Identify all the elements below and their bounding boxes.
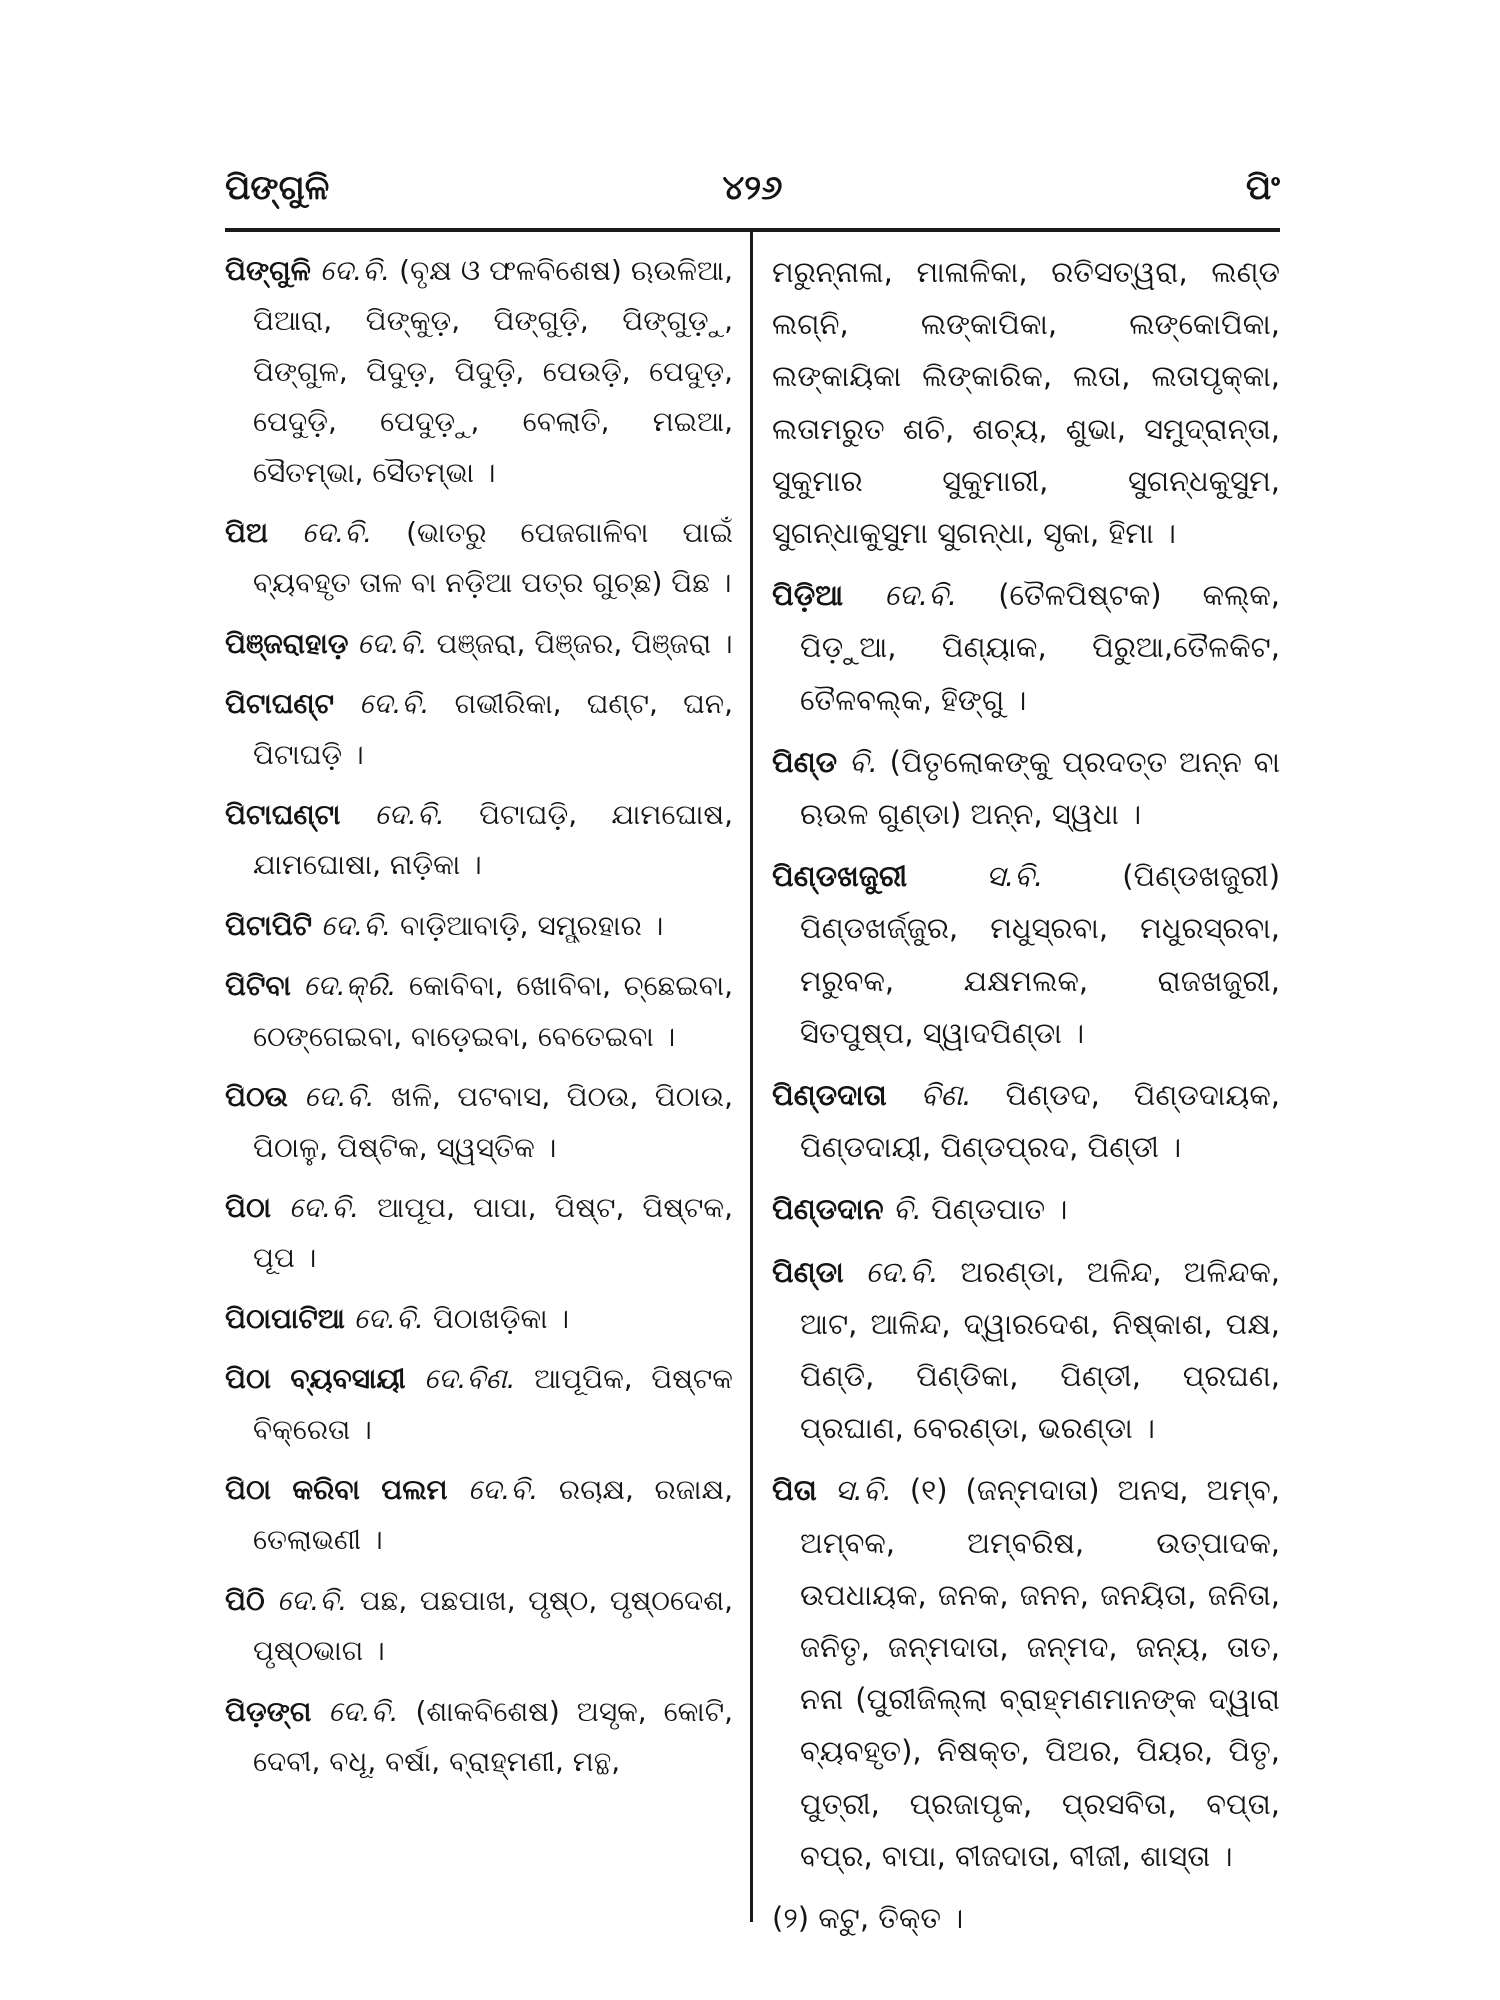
entry-definition: ମରୁନ୍ନାଳା, ମାଳାଳିକା, ରତିସତ୍ୱରା, ଲଣ୍ଡ ଲଗ୍ନି, ଲଙ୍କାପିକା, ଲଙ୍କୋପିକା, ଲଙ୍କାୟିକା ଲିଙ୍କାରିକ, ଲତା, ଲତାପୃକ୍କା, ଲତାମରୁତ ଶଚି, ଶଚ୍ୟ, ଶୁଭା, ସମୁଦ୍ରାନ୍ତା, ସୁକୁମାର ସୁକୁମାରୀ, ସୁଗନ୍ଧକୁସୁମ, ସୁଗନ୍ଧାକୁସୁମା ସୁଗନ୍ଧା, ସୃକା, ହିମା ।: [772, 255, 1280, 551]
entry-definition: (ପିତୃଲୋକଙ୍କୁ ପ୍ରଦତ୍ତ ଅନ୍ନ ବା ଋଉଳ ଗୁଣ୍ଡା) ଅନ୍ନ, ସ୍ୱଧା ।: [800, 744, 1280, 832]
entry-part-of-speech: ବି.: [848, 744, 878, 779]
entry-headword: ପିଡ଼ିଆ: [772, 578, 844, 613]
dictionary-entry: [772, 1892, 1280, 1944]
page-number: ୪୨୬: [722, 168, 783, 208]
dictionary-entry: [225, 1072, 733, 1173]
dictionary-entry: [225, 1183, 733, 1284]
entry-part-of-speech: ଦେ.ବି.: [374, 798, 445, 832]
entry-definition: ପିଠାଖଡ଼ିକା ।: [432, 1301, 570, 1335]
dictionary-entry: [225, 619, 733, 669]
entry-part-of-speech: ଦେ.ବି.: [357, 626, 428, 660]
dictionary-entry: [772, 569, 1280, 726]
entry-headword: ପିଠାପାଟିଆ: [225, 1301, 345, 1335]
entry-definition: ଆପୂପ, ପାପା, ପିଷ୍ଟ, ପିଷ୍ଟକ, ପୂପ ।: [253, 1190, 734, 1275]
entry-part-of-speech: ଦେ.ବିଣ.: [424, 1362, 516, 1396]
entry-definition: (ଶାକବିଶେଷ) ଅସୃକ, କୋଟି, ଦେବୀ, ବଧୂ, ବର୍ଷା, ବ୍ରାହ୍ମଣୀ, ମନ୍ଥ,: [253, 1694, 733, 1778]
entry-headword: ପିଠଉ: [225, 1080, 288, 1114]
entry-definition: (ଭାତରୁ ପେଜଗାଳିବା ପାଇଁ ବ୍ୟବହୃତ ତାଳ ବା ନଡ଼ିଆ ପତ୍ର ଗୁଚ୍ଛ) ପିଛ ।: [253, 516, 733, 600]
entry-definition: (ବୃକ୍ଷ ଓ ଫଳବିଶେଷ) ଋଉଳିଆ, ପିଆରା, ପିଙ୍କୁଡ଼, ପିଙ୍ଗୁଡ଼ି, ପିଙ୍ଗୁଡ଼ୁ, ପିଙ୍ଗୁଳ, ପିଦୁଡ଼, ପିଦୁଡ଼ି, ପେଉଡ଼ି, ପେଦୁଡ଼, ପେଦୁଡ଼ି, ପେଦୁଡ଼ୁ, ବେଲାତି, ମଇଆ, ସୈତମ୍ଭା, ସୈତମ୍ଭା ।: [253, 254, 733, 489]
dictionary-entry: [225, 679, 733, 780]
dictionary-entry: [225, 1354, 733, 1455]
entry-definition: ଆପୂପିକ, ପିଷ୍ଟକ ବିକ୍ରେତା ।: [253, 1362, 733, 1446]
entry-part-of-speech: ଦେ.କ୍ରି.: [303, 969, 397, 1003]
entry-definition: ବାଡ଼ିଆବାଡ଼ି, ସମ୍ପ୍ରହାର ।: [400, 908, 664, 942]
entry-definition: (୨) କଟୁ, ତିକ୍ତ ।: [772, 1901, 964, 1936]
entry-headword: ପିଟିବା: [225, 969, 291, 1003]
dictionary-entry: [772, 246, 1280, 559]
entry-headword: ପିଣ୍ଡା: [772, 1254, 844, 1289]
dictionary-entry: [225, 508, 733, 609]
entry-headword: ପିଣ୍ଡଖଜୁରୀ: [772, 859, 908, 894]
entry-headword: ପିଙ୍ଗୁଳି: [225, 254, 311, 287]
entry-headword: ପିଣ୍ଡ: [772, 744, 838, 779]
dictionary-entry: [225, 246, 733, 498]
entry-headword: ପିଣ୍ଡଦାନ: [772, 1192, 884, 1227]
entry-part-of-speech: ଦେ.ବି.: [321, 908, 392, 942]
dictionary-entry: [225, 1294, 733, 1344]
dictionary-entry: [225, 961, 733, 1062]
dictionary-entry: [772, 736, 1280, 840]
dictionary-entry: [225, 1576, 733, 1677]
entry-part-of-speech: ଦେ.ବି.: [468, 1472, 539, 1506]
entry-part-of-speech: ବି.: [892, 1192, 922, 1227]
entry-definition: ପଛ, ପଛପାଖ, ପୃଷ୍ଠ, ପୃଷ୍ଠଦେଶ, ପୃଷ୍ଠଭାଗ ।: [253, 1583, 734, 1668]
entry-definition: ଖଳି, ପଟବାସ, ପିଠଉ, ପିଠାଉ, ପିଠାଳୁ, ପିଷ୍ଟିକ, ସ୍ୱସ୍ତିକ ।: [253, 1080, 733, 1164]
entry-headword: ପିଡ଼ଙ୍ଗ: [225, 1694, 312, 1728]
entry-headword: ପିଠା: [225, 1190, 272, 1224]
entry-definition: (ତୈଳପିଷ୍ଟକ) କଲ୍କ, ପିଡ଼ୁଆ, ପିଣ୍ୟାକ, ପିରୁଆ,ତୈଳକିଟ, ତୈଳବଲ୍କ, ହିଙ୍ଗୁ ।: [800, 578, 1280, 717]
dictionary-entry: [225, 1465, 733, 1566]
entry-part-of-speech: ଦେ.ବି.: [288, 1190, 360, 1224]
entry-headword: ପିଟାଘଣ୍ଟ: [225, 687, 335, 721]
entry-part-of-speech: ଦେ.ବି.: [301, 516, 373, 550]
dictionary-entry: [772, 1069, 1280, 1173]
entry-part-of-speech: ଦେ.ବି.: [304, 1080, 375, 1114]
left-column: [225, 246, 733, 1797]
entry-part-of-speech: ସ.ବି.: [986, 859, 1044, 894]
column-divider: [750, 232, 753, 1922]
entry-definition: ପିଟାଘଡ଼ି, ଯାମଘୋଷ, ଯାମଘୋଷା, ନାଡ଼ିକା ।: [253, 798, 733, 882]
right-column: [772, 246, 1280, 1954]
entry-part-of-speech: ସ.ବି.: [834, 1473, 892, 1508]
entry-headword: ପିଠା ବ୍ୟବସାୟୀ: [225, 1362, 406, 1396]
entry-part-of-speech: ଦେ.ବି.: [328, 1694, 399, 1728]
dictionary-entry: [225, 790, 733, 891]
entry-part-of-speech: ଦେ.ବି.: [884, 578, 958, 613]
entry-definition: ଅରଣ୍ଡା, ଅଳିନ୍ଦ, ଅଳିନ୍ଦକ, ଆଟ, ଆଳିନ୍ଦ, ଦ୍ୱାରଦେଶ, ନିଷ୍କାଶ, ପକ୍ଷ, ପିଣ୍ଡି, ପିଣ୍ଡିକା, ପିଣ୍ଡୀ, ପ୍ରଘଣ, ପ୍ରଘାଣ, ବେରଣ୍ଡା, ଭରଣ୍ଡା ।: [800, 1254, 1281, 1446]
entry-headword: ପିଅ: [225, 516, 269, 550]
dictionary-entry: [772, 850, 1280, 1059]
entry-headword: ପିଞ୍ଜରାହାଡ଼: [225, 626, 349, 660]
dictionary-entry: [772, 1246, 1280, 1455]
entry-part-of-speech: ବିଣ.: [920, 1078, 972, 1113]
entry-part-of-speech: ଦେ.ବି.: [359, 687, 430, 721]
entry-part-of-speech: ଦେ.ବି.: [277, 1583, 348, 1617]
entry-definition: ପଞ୍ଜରା, ପିଞ୍ଜର, ପିଞ୍ଜରା ।: [436, 626, 733, 660]
entry-definition: (ପିଣ୍ଡଖଜୁରୀ) ପିଣ୍ଡଖର୍ଜ୍ଜୁର, ମଧୁସ୍ରବା, ମଧୁରସ୍ରବା, ମରୁବକ, ଯକ୍ଷମଲକ, ରାଜଖଜୁରୀ, ସିତପୁଷ୍ପ, ସ୍ୱାଦପିଣ୍ଡା ।: [800, 859, 1281, 1050]
entry-part-of-speech: ଦେ.ବି.: [353, 1301, 424, 1335]
entry-headword: ପିଠା କରିବା ପଲମ: [225, 1472, 448, 1506]
entry-headword: ପିଣ୍ଡଦାତା: [772, 1078, 887, 1113]
dictionary-entry: [225, 901, 733, 951]
entry-definition: ପିଣ୍ଡପାତ ।: [931, 1192, 1068, 1227]
dictionary-entry: [225, 1687, 733, 1788]
entry-part-of-speech: ଦେ.ବି.: [319, 254, 391, 287]
guide-word-left: ପିଙ୍ଗୁଳି: [225, 168, 330, 208]
entry-part-of-speech: ଦେ.ବି.: [865, 1254, 939, 1289]
entry-headword: ପିଟାଘଣ୍ଟା: [225, 798, 341, 832]
dictionary-entry: [772, 1464, 1280, 1882]
entry-headword: ପିଟାପିଟି: [225, 908, 313, 942]
guide-word-right: ପିଂ: [1245, 168, 1280, 208]
entry-definition: କୋବିବା, ଖୋବିବା, ଚ୍ଛେଇବା, ଠେଙ୍ଗେଇବା, ବାଡ଼େଇବା, ବେତେଇବା ।: [253, 969, 733, 1053]
dictionary-entry: [772, 1183, 1280, 1235]
entry-definition: ଗଭୀରିକା, ଘଣ୍ଟ, ଘନ, ପିଟାଘଡ଼ି ।: [253, 687, 733, 771]
entry-definition: ପିଣ୍ଡଦ, ପିଣ୍ଡଦାୟକ, ପିଣ୍ଡଦାୟୀ, ପିଣ୍ଡପ୍ରଦ, ପିଣ୍ଡୀ ।: [800, 1078, 1280, 1165]
entry-definition: (୧) (ଜନ୍ମଦାତା) ଅନସ, ଅମ୍ବ, ଅମ୍ବକ, ଅମ୍ବରିଷ, ଉତ୍ପାଦକ, ଉପଧାୟକ, ଜନକ, ଜନନ, ଜନୟିତା, ଜନିତା, ଜନିତୃ, ଜନ୍ମଦାତା, ଜନ୍ମଦ, ଜନ୍ୟ, ତାତ, ନନା (ପୁରୀଜିଲ୍ଲା ବ୍ରାହ୍ମଣମାନଙ୍କ ଦ୍ୱାରା ବ୍ୟବହୃତ), ନିଷକ୍ତ, ପିଅର, ପିୟର, ପିତୃ, ପୁତ୍ରୀ, ପ୍ରଜାପୃକ, ପ୍ରସବିତା, ବପ୍ତା, ବପ୍ର, ବାପା, ବୀଜଦାତା, ବୀଜୀ, ଶାସ୍ତା ।: [800, 1473, 1281, 1873]
entry-headword: ପିଠି: [225, 1583, 265, 1617]
entry-definition: ରଚାକ୍ଷ, ରଜାକ୍ଷ, ତେଲାଭଣୀ ।: [253, 1472, 733, 1557]
entry-headword: ପିତା: [772, 1473, 817, 1508]
running-head: [225, 168, 1280, 228]
